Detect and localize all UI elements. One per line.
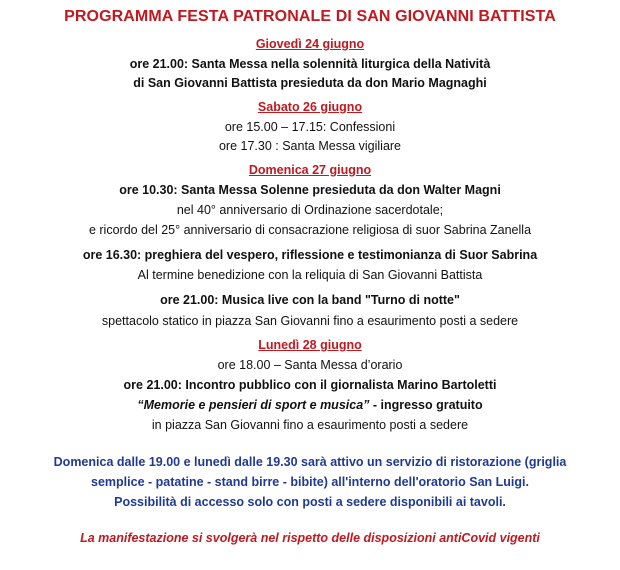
monday-line-3: [0, 397, 620, 413]
thursday-line-1: ore 21.00: Santa Messa nella solennità liturgica della Natività: [129, 57, 491, 71]
thursday-line-2: di San Giovanni Battista presieduta da don Mario Magnaghi: [133, 76, 487, 90]
day-heading-label: Lunedì 28 giugno: [258, 338, 362, 352]
sunday-line-6: ore 21.00: Musica live con la band "Turno di notte": [160, 293, 460, 307]
day-heading-label: Giovedì 24 giugno: [255, 37, 365, 51]
monday-line-4: in piazza San Giovanni fino a esaurimento posti a sedere: [151, 418, 469, 432]
sunday-line-4: ore 16.30: preghiera del vespero, riflessione e testimonianza di Suor Sabrina: [82, 248, 538, 262]
catering-line-2: semplice - patatine - stand birre - bibite) all'interno dell'oratorio San Luigi.: [91, 475, 529, 489]
day-heading-sunday: [0, 162, 620, 178]
event-title-italic: “Memorie e pensieri di sport e musica”: [137, 398, 370, 412]
sunday-line-2: nel 40° anniversario di Ordinazione sacerdotale;: [176, 203, 444, 217]
page-title: PROGRAMMA FESTA PATRONALE DI SAN GIOVANNI BATTISTA: [64, 8, 556, 25]
day-heading-saturday: [0, 99, 620, 115]
sunday-line-7: spettacolo statico in piazza San Giovanni fino a esaurimento posti a sedere: [101, 314, 519, 328]
day-heading-label: Sabato 26 giugno: [257, 100, 363, 114]
sunday-line-5: Al termine benedizione con la reliquia di San Giovanni Battista: [137, 268, 483, 282]
monday-line-2: ore 21.00: Incontro pubblico con il giornalista Marino Bartoletti: [123, 378, 497, 392]
sunday-line-3: e ricordo del 25° anniversario di consacrazione religiosa di suor Sabrina Zanella: [88, 223, 532, 237]
covid-note: La manifestazione si svolgerà nel rispetto delle disposizioni antiCovid vigenti: [80, 531, 540, 545]
sunday-line-1: ore 10.30: Santa Messa Solenne presieduta da don Walter Magni: [119, 183, 501, 197]
day-heading-monday: [0, 337, 620, 353]
saturday-line-2: ore 17.30 : Santa Messa vigiliare: [218, 139, 402, 153]
day-heading-label: Domenica 27 giugno: [248, 163, 372, 177]
monday-line-1: ore 18.00 – Santa Messa d’orario: [217, 358, 403, 372]
event-entry-note: - ingresso gratuito: [369, 398, 483, 412]
catering-line-3: Possibilità di accesso solo con posti a sedere disponibili ai tavoli.: [114, 495, 506, 509]
saturday-line-1: ore 15.00 – 17.15: Confessioni: [224, 120, 396, 134]
catering-line-1: Domenica dalle 19.00 e lunedì dalle 19.30 sarà attivo un servizio di ristorazione (griglia: [53, 455, 567, 469]
day-heading-thursday: [0, 36, 620, 52]
